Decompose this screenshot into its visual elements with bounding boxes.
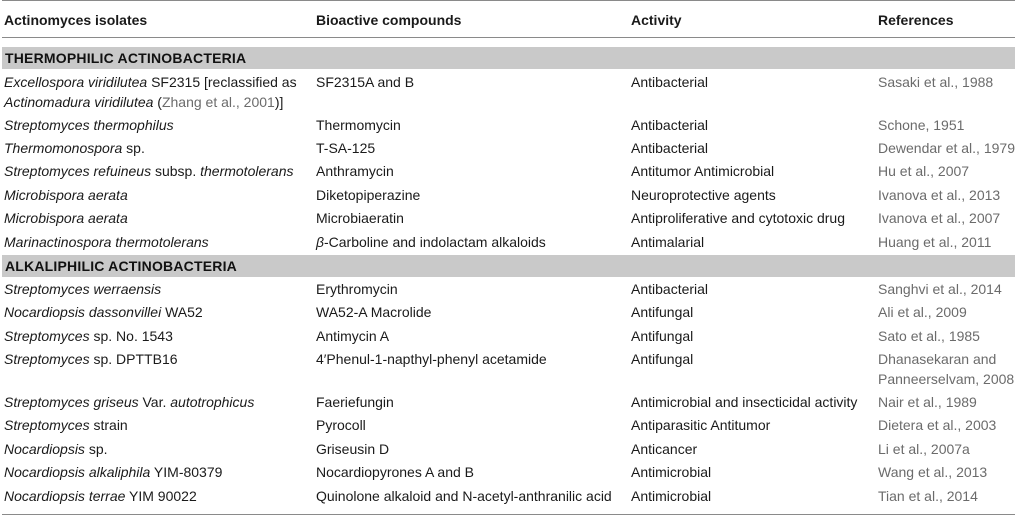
table-row-isolate: [4, 415, 128, 435]
section-label: ALKALIPHILIC ACTINOBACTERIA: [5, 258, 237, 274]
species-name: Streptomyces griseus: [4, 394, 139, 410]
table-cell-compound: Microbiaeratin: [316, 210, 404, 226]
strain-text: SF2315 [reclassified as: [147, 74, 297, 90]
strain-text: sp.: [84, 441, 108, 457]
table-cell-activity: Antimicrobial: [631, 488, 712, 504]
table-cell-activity: Antitumor Antimicrobial: [631, 163, 775, 179]
species-name: Microbispora aerata: [4, 210, 128, 226]
table-row-isolate: [4, 349, 178, 369]
species-name: thermotolerans: [200, 163, 294, 179]
table-cell-compound: Thermomycin: [316, 117, 401, 133]
table-cell-compound: Nocardiopyrones A and B: [316, 464, 474, 480]
table-row-isolate: [4, 185, 128, 205]
table-cell-reference[interactable]: Sanghvi et al., 2014: [878, 281, 1002, 297]
section-label: THERMOPHILIC ACTINOBACTERIA: [5, 50, 247, 66]
species-name: Nocardiopsis terrae: [4, 488, 126, 504]
table-cell-reference[interactable]: Schone, 1951: [878, 117, 965, 133]
species-name: Streptomyces: [4, 351, 90, 367]
species-name: Excellospora viridilutea: [4, 74, 148, 90]
table-cell-reference[interactable]: Nair et al., 1989: [878, 394, 977, 410]
species-name: Actinomadura viridilutea: [4, 94, 154, 110]
table-cell-reference[interactable]: Sasaki et al., 1988: [878, 74, 994, 90]
table-row-isolate: [4, 326, 173, 346]
table-cell-compound: Pyrocoll: [316, 417, 366, 433]
table-cell-reference[interactable]: Dietera et al., 2003: [878, 417, 997, 433]
table-cell-activity: Antifungal: [631, 328, 694, 344]
strain-text: sp. No. 1543: [89, 328, 173, 344]
table-cell-reference[interactable]: Dhanasekaran and: [878, 351, 997, 367]
table-row-isolate-cont: [4, 92, 283, 112]
species-name: Nocardiopsis alkaliphila: [4, 464, 151, 480]
table-cell-compound: T-SA-125: [316, 140, 376, 156]
species-name: Streptomyces: [4, 328, 90, 344]
bottom-rule: [2, 514, 1015, 515]
header-isolates: Actinomyces isolates: [4, 12, 148, 28]
species-name: Thermomonospora: [4, 140, 123, 156]
table-cell-reference[interactable]: Ivanova et al., 2013: [878, 187, 1001, 203]
table-cell-activity: Antimicrobial: [631, 464, 712, 480]
table-cell-compound: Faeriefungin: [316, 394, 394, 410]
strain-text: subsp.: [151, 163, 201, 179]
table-cell-reference[interactable]: Ali et al., 2009: [878, 304, 967, 320]
table-row-isolate: [4, 72, 297, 92]
strain-text: strain: [89, 417, 128, 433]
species-name: Nocardiopsis: [4, 441, 85, 457]
table-cell-activity: Antifungal: [631, 304, 694, 320]
table-cell-compound: 4′Phenul-1-napthyl-phenyl acetamide: [316, 351, 547, 367]
strain-text: YIM 90022: [125, 488, 197, 504]
table-row-isolate: [4, 302, 203, 322]
table-cell-compound: WA52-A Macrolide: [316, 304, 432, 320]
species-name: Marinactinospora thermotolerans: [4, 234, 209, 250]
table-cell-compound: Antimycin A: [316, 328, 390, 344]
table-cell-activity: Antimicrobial and insecticidal activity: [631, 394, 858, 410]
table-row-isolate: [4, 439, 108, 459]
table-cell-activity: Antifungal: [631, 351, 694, 367]
header-rule: [2, 37, 1015, 38]
table-cell-activity: Antiparasitic Antitumor: [631, 417, 771, 433]
table-cell-reference[interactable]: Hu et al., 2007: [878, 163, 970, 179]
section-alkaliphilic: [2, 255, 1015, 277]
strain-text: sp.: [122, 140, 145, 156]
table-cell-reference[interactable]: Wang et al., 2013: [878, 464, 988, 480]
table-cell-reference[interactable]: Tian et al., 2014: [878, 488, 978, 504]
table-cell-compound: [316, 232, 546, 252]
strain-text: sp. DPTTB16: [89, 351, 178, 367]
paren-text: )]: [274, 94, 284, 110]
table-cell-activity: Antibacterial: [631, 281, 709, 297]
table-cell-activity: Antibacterial: [631, 140, 709, 156]
table-cell-reference[interactable]: Sato et al., 1985: [878, 328, 980, 344]
table-cell-activity: Antimalarial: [631, 234, 705, 250]
table-row-isolate: [4, 486, 197, 506]
strain-text: YIM-80379: [150, 464, 223, 480]
table-cell-reference[interactable]: Ivanova et al., 2007: [878, 210, 1001, 226]
top-rule: [2, 0, 1015, 1]
strain-text: Var.: [138, 394, 171, 410]
table-cell-compound: SF2315A and B: [316, 74, 415, 90]
table-row-isolate: [4, 115, 174, 135]
species-name: Nocardiopsis dassonvillei: [4, 304, 162, 320]
table-cell-activity: Antibacterial: [631, 74, 709, 90]
strain-text: WA52: [161, 304, 203, 320]
header-activity: Activity: [631, 12, 682, 28]
table-cell-compound: Quinolone alkaloid and N-acetyl-anthranilic acid: [316, 488, 612, 504]
table-cell-activity: Antiproliferative and cytotoxic drug: [631, 210, 845, 226]
header-compounds: Bioactive compounds: [316, 12, 462, 28]
table-cell-reference[interactable]: Dewendar et al., 1979: [878, 140, 1015, 156]
table-cell-activity: Neuroprotective agents: [631, 187, 776, 203]
table-cell-reference-cont[interactable]: Panneerselvam, 2008: [878, 371, 1015, 387]
species-name: Streptomyces werraensis: [4, 281, 162, 297]
table-row-isolate: [4, 161, 294, 181]
table-row-isolate: [4, 232, 209, 252]
species-name: Streptomyces refuineus: [4, 163, 152, 179]
table-cell-compound: Anthramycin: [316, 163, 394, 179]
table-row-isolate: [4, 462, 222, 482]
table-row-isolate: [4, 138, 145, 158]
species-name: Streptomyces thermophilus: [4, 117, 174, 133]
section-thermophilic: [2, 47, 1015, 69]
table-cell-reference[interactable]: Huang et al., 2011: [878, 234, 992, 250]
table-cell-reference[interactable]: Li et al., 2007a: [878, 441, 970, 457]
species-name: Microbispora aerata: [4, 187, 128, 203]
compound-text: -Carboline and indolactam alkaloids: [324, 234, 546, 250]
table-cell-compound: Diketopiperazine: [316, 187, 421, 203]
species-name: autotrophicus: [170, 394, 255, 410]
beta-symbol: β: [316, 234, 324, 250]
reference-link[interactable]: Zhang et al., 2001: [161, 94, 275, 110]
table-row-isolate: [4, 279, 161, 299]
table-cell-compound: Griseusin D: [316, 441, 390, 457]
species-name: Streptomyces: [4, 417, 90, 433]
paren-text: (: [153, 94, 162, 110]
table-row-isolate: [4, 392, 254, 412]
table-cell-compound: Erythromycin: [316, 281, 398, 297]
header-references: References: [878, 12, 954, 28]
table-cell-activity: Anticancer: [631, 441, 698, 457]
table-row-isolate: [4, 208, 128, 228]
table-cell-activity: Antibacterial: [631, 117, 709, 133]
